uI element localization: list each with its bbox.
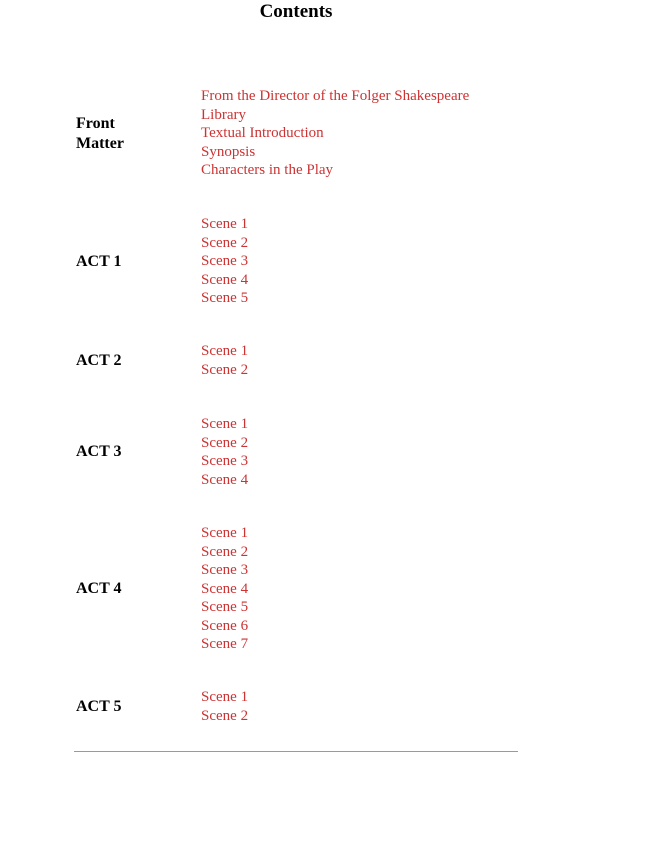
- link-act4-scene-3[interactable]: Scene 3: [201, 562, 249, 578]
- link-act5-scene-1[interactable]: Scene 1: [201, 689, 249, 705]
- link-synopsis[interactable]: Synopsis: [201, 143, 256, 160]
- link-act3-scene-1[interactable]: Scene 1: [201, 416, 249, 432]
- section-label: Front Matter: [76, 115, 124, 152]
- section-label: ACT 2: [76, 352, 122, 369]
- link-act4-scene-1[interactable]: Scene 1: [201, 525, 249, 541]
- page-title: Contents: [259, 1, 333, 22]
- link-act2-scene-1[interactable]: Scene 1: [201, 343, 249, 359]
- section-links: [201, 87, 501, 180]
- section-links: [201, 215, 501, 308]
- link-act5-scene-2[interactable]: Scene 2: [201, 707, 249, 724]
- section-links: [201, 688, 501, 725]
- link-act3-scene-4[interactable]: Scene 4: [201, 471, 249, 488]
- link-act2-scene-2[interactable]: Scene 2: [201, 361, 249, 378]
- link-act4-scene-5[interactable]: Scene 5: [201, 599, 249, 615]
- link-act4-scene-6[interactable]: Scene 6: [201, 617, 249, 634]
- link-act1-scene-5[interactable]: Scene 5: [201, 290, 249, 306]
- link-act4-scene-2[interactable]: Scene 2: [201, 543, 249, 560]
- link-act4-scene-7[interactable]: Scene 7: [201, 636, 249, 652]
- link-act1-scene-4[interactable]: Scene 4: [201, 271, 249, 288]
- section-label: ACT 5: [76, 698, 122, 715]
- horizontal-rule: [74, 751, 518, 752]
- section-links: [201, 524, 501, 654]
- link-characters[interactable]: Characters in the Play: [201, 162, 334, 178]
- section-links: [201, 415, 501, 489]
- link-act1-scene-2[interactable]: Scene 2: [201, 234, 249, 251]
- link-act1-scene-3[interactable]: Scene 3: [201, 253, 249, 269]
- section-links: [201, 342, 501, 379]
- link-director-note[interactable]: From the Director of the Folger Shakespeare Library: [201, 88, 470, 123]
- link-act3-scene-3[interactable]: Scene 3: [201, 453, 249, 469]
- link-act4-scene-4[interactable]: Scene 4: [201, 580, 249, 597]
- link-textual-introduction[interactable]: Textual Introduction: [201, 125, 324, 141]
- section-label: ACT 1: [76, 253, 122, 270]
- link-act3-scene-2[interactable]: Scene 2: [201, 434, 249, 451]
- link-act1-scene-1[interactable]: Scene 1: [201, 216, 249, 232]
- section-label: ACT 4: [76, 580, 122, 597]
- section-label: ACT 3: [76, 443, 122, 460]
